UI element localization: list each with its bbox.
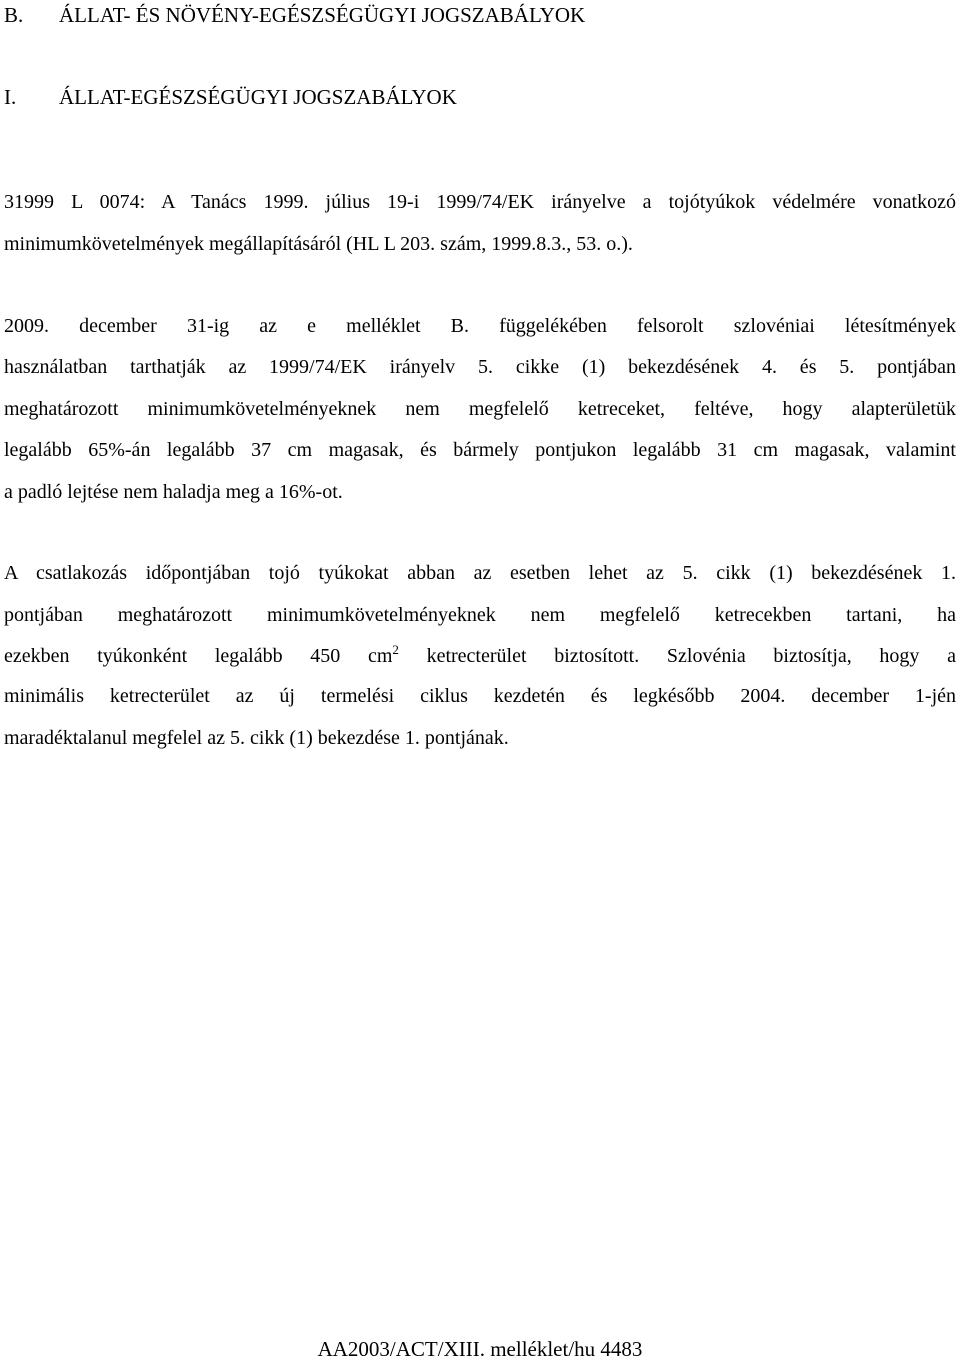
- page-footer: [0, 1339, 960, 1360]
- paragraph-1-line-5: a padló lejtése nem haladja meg a 16%-ot.: [4, 481, 343, 503]
- section-title: ÁLLAT- ÉS NÖVÉNY-EGÉSZSÉGÜGYI JOGSZABÁLYOK: [59, 3, 586, 27]
- paragraph-2-line-3: [4, 642, 956, 667]
- subsection-number: I.: [4, 85, 17, 109]
- paragraph-2-line-2: pontjában meghatározott minimumkövetelményeknek nem megfelelő ketrecekben tartani, ha: [4, 604, 956, 626]
- section-heading-b: [4, 5, 585, 26]
- reference-line-1: 31999 L 0074: A Tanács 1999. július 19-i 1999/74/EK irányelve a tojótyúkok védelmére vonatkozó: [4, 191, 956, 213]
- paragraph-1-line-1: 2009. december 31-ig az e melléklet B. függelékében felsorolt szlovéniai létesítmények: [4, 315, 956, 337]
- paragraph-1-line-2: használatban tarthatják az 1999/74/EK irányelv 5. cikke (1) bekezdésének 4. és 5. pontjában: [4, 356, 956, 378]
- paragraph-1-line-3: meghatározott minimumkövetelményeknek nem megfelelő ketreceket, feltéve, hogy alapterületük: [4, 398, 956, 420]
- footer-reference: AA2003/ACT/XIII. melléklet/hu 4483: [317, 1337, 643, 1361]
- line-text-end: ketrecterület biztosított. Szlovénia biztosítja, hogy a: [398, 645, 956, 667]
- paragraph-1-line-4: legalább 65%-án legalább 37 cm magasak, és bármely pontjukon legalább 31 cm magasak, valamint: [4, 439, 956, 461]
- superscript-exponent: 2: [392, 642, 399, 657]
- line-text-start: ezekben tyúkonként legalább 450 cm: [4, 645, 393, 667]
- section-number: B.: [4, 3, 24, 27]
- subsection-heading-i: [4, 87, 457, 108]
- paragraph-2-line-4: minimális ketrecterület az új termelési ciklus kezdetén és legkésőbb 2004. december 1-jén: [4, 685, 956, 707]
- paragraph-2-line-1: A csatlakozás időpontjában tojó tyúkokat abban az esetben lehet az 5. cikk (1) bekezdésének 1.: [4, 562, 956, 584]
- paragraph-2-line-5: maradéktalanul megfelel az 5. cikk (1) bekezdése 1. pontjának.: [4, 727, 509, 749]
- reference-line-2: minimumkövetelmények megállapításáról (HL L 203. szám, 1999.8.3., 53. o.).: [4, 233, 633, 255]
- subsection-title: ÁLLAT-EGÉSZSÉGÜGYI JOGSZABÁLYOK: [59, 85, 457, 109]
